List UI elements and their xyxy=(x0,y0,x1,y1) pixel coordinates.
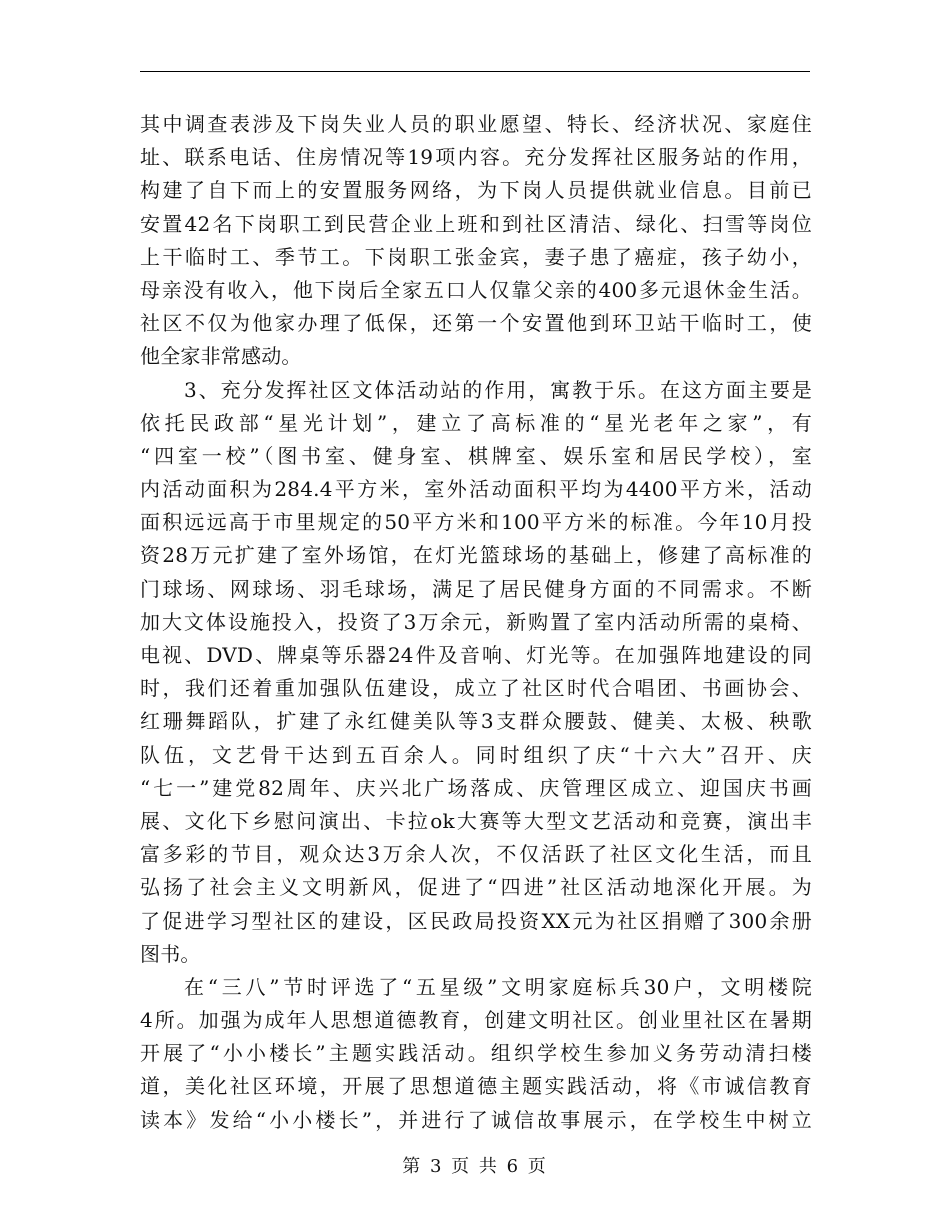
text-line: 其中调查表涉及下岗失业人员的职业愿望、特长、经济状况、家庭住 xyxy=(140,112,812,136)
text-line: 展、文化下乡慰问演出、卡拉ok大赛等大型文艺活动和竞赛，演出丰 xyxy=(140,808,812,833)
text-line: 在“三八”节时评选了“五星级”文明家庭标兵30户，文明楼院 xyxy=(184,974,812,999)
text-line: 上干临时工、季节工。下岗职工张金宾，妻子患了癌症，孩子幼小， xyxy=(140,244,812,269)
text-line: 安置42名下岗职工到民营企业上班和到社区清洁、绿化、扫雪等岗位 xyxy=(140,211,812,236)
document-body xyxy=(140,108,812,1137)
text-line: 面积远远高于市里规定的50平方米和100平方米的标准。今年10月投 xyxy=(140,510,812,535)
text-line: 资28万元扩建了室外场馆，在灯光篮球场的基础上，修建了高标准的 xyxy=(140,543,812,568)
text-line: 构建了自下而上的安置服务网络，为下岗人员提供就业信息。目前已 xyxy=(140,178,812,203)
text-line: 母亲没有收入，他下岗后全家五口人仅靠父亲的400多元退休金生活。 xyxy=(140,277,812,302)
text-line: 加大文体设施投入，投资了3万余元，新购置了室内活动所需的桌椅、 xyxy=(140,609,812,634)
text-line: 电视、DVD、牌桌等乐器24件及音响、灯光等。在加强阵地建设的同 xyxy=(140,643,812,667)
text-line: 读本》发给“小小楼长”，并进行了诚信故事展示，在学校生中树立 xyxy=(140,1107,812,1132)
text-line: 开展了“小小楼长”主题实践活动。组织学校生参加义务劳动清扫楼 xyxy=(140,1041,812,1066)
text-line: 门球场、网球场、羽毛球场，满足了居民健身方面的不同需求。不断 xyxy=(140,576,812,601)
text-line: 3、充分发挥社区文体活动站的作用，寓教于乐。在这方面主要是 xyxy=(184,377,812,402)
text-line: “七一”建党82周年、庆兴北广场落成、庆管理区成立、迎国庆书画 xyxy=(140,775,812,800)
text-line: 图书。 xyxy=(140,941,201,966)
page-number: 第 3 页 共 6 页 xyxy=(402,1156,548,1177)
text-line: 内活动面积为284.4平方米，室外活动面积平均为4400平方米，活动 xyxy=(140,477,812,502)
header-rule xyxy=(140,71,810,72)
text-line: 社区不仅为他家办理了低保，还第一个安置他到环卫站干临时工，使 xyxy=(140,311,812,336)
text-line: 址、联系电话、住房情况等19项内容。充分发挥社区服务站的作用， xyxy=(140,145,812,170)
text-line: 4所。加强为成年人思想道德教育，创建文明社区。创业里社区在暑期 xyxy=(140,1008,812,1033)
text-line: 了促进学习型社区的建设，区民政局投资XX元为社区捐赠了300余册 xyxy=(140,908,812,933)
text-line: 他全家非常感动。 xyxy=(140,344,302,369)
text-line: 时，我们还着重加强队伍建设，成立了社区时代合唱团、书画协会、 xyxy=(140,676,812,701)
text-line: 富多彩的节目，观众达3万余人次，不仅活跃了社区文化生活，而且 xyxy=(140,842,812,867)
text-line: 道，美化社区环境，开展了思想道德主题实践活动，将《市诚信教育 xyxy=(140,1074,812,1099)
text-line: 弘扬了社会主义文明新风，促进了“四进”社区活动地深化开展。为 xyxy=(140,875,812,900)
text-line: 队伍，文艺骨干达到五百余人。同时组织了庆“十六大”召开、庆 xyxy=(140,742,812,767)
text-line: 依托民政部“星光计划”，建立了高标准的“星光老年之家”，有 xyxy=(140,410,812,435)
text-line: “四室一校”（图书室、健身室、棋牌室、娱乐室和居民学校），室 xyxy=(140,443,812,468)
text-line: 红珊舞蹈队，扩建了永红健美队等3支群众腰鼓、健美、太极、秧歌 xyxy=(140,709,812,734)
